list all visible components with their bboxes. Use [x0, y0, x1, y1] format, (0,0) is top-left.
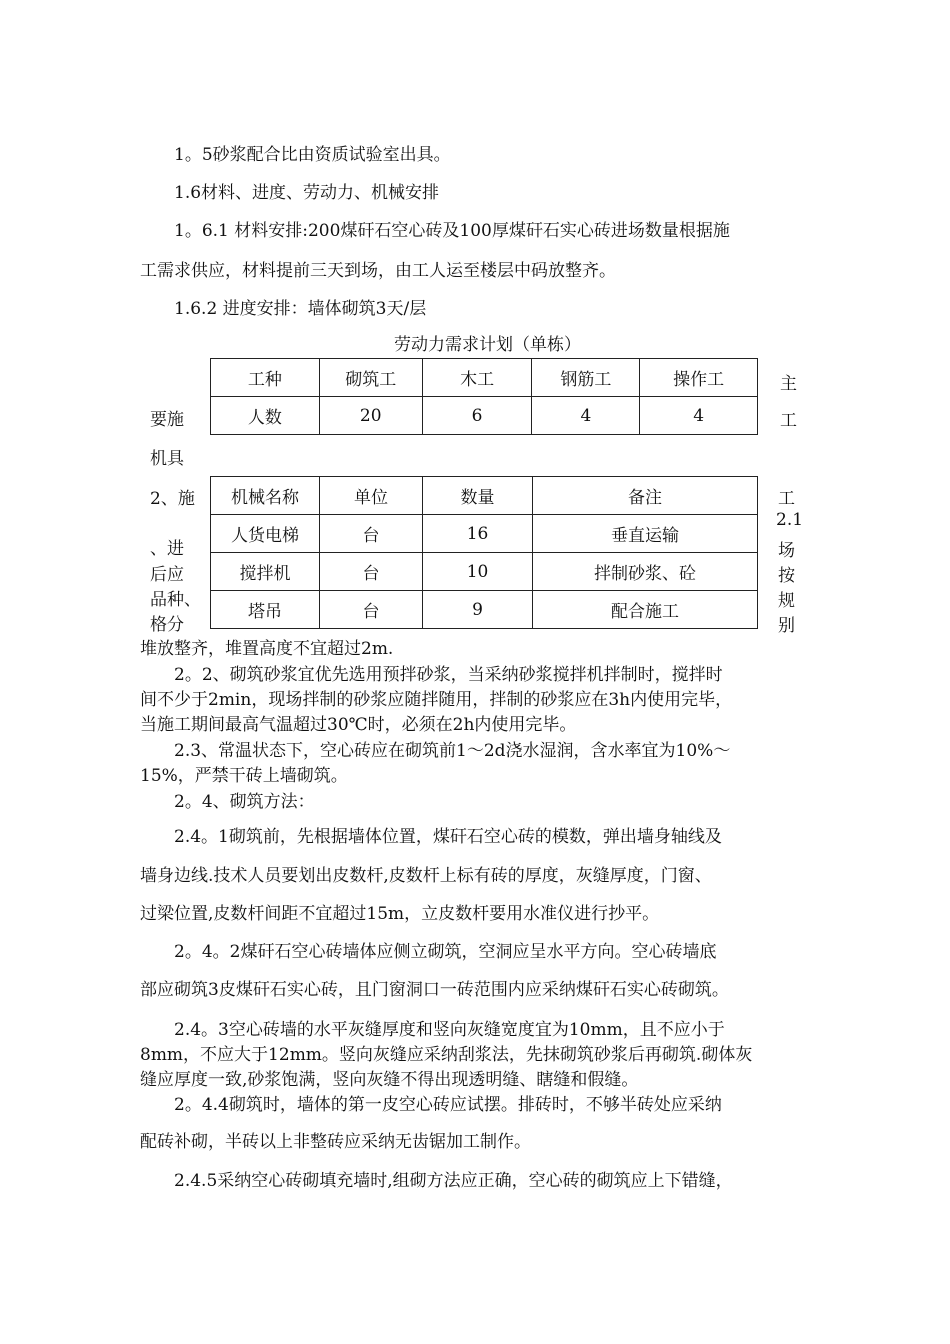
paragraph-2-1-tail: 堆放整齐，堆置高度不宜超过2m.: [140, 639, 394, 659]
margin-fragment-left: 要施: [150, 410, 184, 430]
margin-fragment-right: 工: [780, 411, 797, 431]
paragraph-2-2-line1: 2。2、砌筑砂浆宜优先选用预拌砂浆，当采纳砂浆搅拌机拌制时，搅拌时: [174, 665, 723, 685]
labor-cell: 人数: [211, 397, 320, 435]
labor-table-caption: 劳动力需求计划（单栋）: [394, 335, 581, 355]
machine-cell: 拌制砂浆、砼: [533, 553, 758, 591]
paragraph-2-3-line1: 2.3、常温状态下，空心砖应在砌筑前1～2d浇水湿润，含水率宜为10%～: [174, 741, 731, 761]
margin-fragment-right: 场: [778, 541, 795, 561]
machine-cell: 配合施工: [533, 591, 758, 629]
machine-cell: 垂直运输: [533, 515, 758, 553]
heading-1-6: 1.6材料、进度、劳动力、机械安排: [174, 183, 440, 203]
paragraph-1-6-2: 1.6.2 进度安排：墙体砌筑3天/层: [174, 299, 427, 319]
machine-cell: 台: [319, 553, 422, 591]
labor-header-cell: 砌筑工: [319, 359, 422, 397]
machine-cell: 16: [423, 515, 533, 553]
machine-header-cell: 机械名称: [211, 477, 320, 515]
labor-table-row: [211, 397, 758, 435]
margin-fragment-left: 、进: [150, 539, 184, 559]
margin-fragment-left: 机具: [150, 449, 184, 469]
margin-fragment-right: 2.1: [776, 510, 804, 530]
paragraph-2-4-3-line1: 2.4。3空心砖墙的水平灰缝厚度和竖向灰缝宽度宜为10mm，且不应小于: [174, 1020, 725, 1040]
machine-table-header-row: [211, 477, 758, 515]
labor-header-cell: 木工: [422, 359, 532, 397]
paragraph-1-6-1-line2: 工需求供应，材料提前三天到场，由工人运至楼层中码放整齐。: [140, 261, 616, 281]
machine-table-row: [211, 515, 758, 553]
machine-cell: 9: [423, 591, 533, 629]
labor-header-cell: 工种: [211, 359, 320, 397]
margin-fragment-right: 按: [778, 566, 795, 586]
paragraph-2-2-line2: 间不少于2min，现场拌制的砂浆应随拌随用，拌制的砂浆应在3h内使用完毕，: [140, 690, 733, 710]
margin-fragment-right: 工: [778, 489, 795, 509]
margin-fragment-left: 格分: [150, 615, 184, 635]
paragraph-2-4-1-line2: 墙身边线.技术人员要划出皮数杆,皮数杆上标有砖的厚度，灰缝厚度，门窗、: [140, 866, 712, 886]
labor-header-cell: 钢筋工: [532, 359, 640, 397]
paragraph-2-4-2-line2: 部应砌筑3皮煤矸石实心砖，且门窗洞口一砖范围内应采纳煤矸石实心砖砌筑。: [140, 980, 729, 1000]
paragraph-2-4-5-line1: 2.4.5采纳空心砖砌填充墙时,组砌方法应正确，空心砖的砌筑应上下错缝，: [174, 1171, 733, 1191]
machine-table-row: [211, 553, 758, 591]
paragraph-2-4-3-line2: 8mm，不应大于12mm。竖向灰缝应采纳刮浆法，先抹砌筑砂浆后再砌筑.砌体灰: [140, 1045, 753, 1065]
paragraph-2-4-4-line2: 配砖补砌，半砖以上非整砖应采纳无齿锯加工制作。: [140, 1132, 531, 1152]
machine-cell: 人货电梯: [211, 515, 320, 553]
paragraph-2-4-2-line1: 2。4。2煤矸石空心砖墙体应侧立砌筑，空洞应呈水平方向。空心砖墙底: [174, 942, 717, 962]
margin-fragment-left: 品种、: [150, 590, 201, 610]
labor-table: [210, 358, 758, 435]
machine-table-row: [211, 591, 758, 629]
machine-cell: 搅拌机: [211, 553, 320, 591]
machine-cell: 台: [319, 515, 422, 553]
labor-cell: 4: [640, 397, 758, 435]
margin-fragment-right: 主: [780, 374, 797, 394]
machine-header-cell: 单位: [319, 477, 422, 515]
paragraph-2-4-1-line1: 2.4。1砌筑前，先根据墙体位置，煤矸石空心砖的模数，弹出墙身轴线及: [174, 827, 722, 847]
machine-cell: 塔吊: [211, 591, 320, 629]
machine-cell: 台: [319, 591, 422, 629]
paragraph-2-2-line3: 当施工期间最高气温超过30℃时，必须在2h内使用完毕。: [140, 715, 577, 735]
machine-cell: 10: [423, 553, 533, 591]
machine-header-cell: 备注: [533, 477, 758, 515]
paragraph-1-5: 1。5砂浆配合比由资质试验室出具。: [174, 145, 451, 165]
margin-fragment-left: 后应: [150, 565, 184, 585]
labor-header-cell: 操作工: [640, 359, 758, 397]
paragraph-2-3-line2: 15%，严禁干砖上墙砌筑。: [140, 766, 348, 786]
labor-cell: 4: [532, 397, 640, 435]
labor-table-header-row: [211, 359, 758, 397]
paragraph-2-4-3-line3: 缝应厚度一致,砂浆饱满，竖向灰缝不得出现透明缝、瞎缝和假缝。: [140, 1070, 639, 1090]
labor-cell: 20: [319, 397, 422, 435]
paragraph-1-6-1-line1: 1。6.1 材料安排:200煤矸石空心砖及100厚煤矸石实心砖进场数量根据施: [174, 221, 730, 241]
paragraph-2-4-4-line1: 2。4.4砌筑时，墙体的第一皮空心砖应试摆。排砖时，不够半砖处应采纳: [174, 1095, 722, 1115]
labor-cell: 6: [422, 397, 532, 435]
margin-fragment-left: 2、施: [150, 489, 195, 509]
margin-fragment-right: 别: [778, 616, 795, 636]
heading-2-4: 2。4、砌筑方法：: [174, 792, 315, 812]
paragraph-2-4-1-line3: 过梁位置,皮数杆间距不宜超过15m，立皮数杆要用水准仪进行抄平。: [140, 904, 660, 924]
machine-table: [210, 476, 758, 629]
margin-fragment-right: 规: [778, 591, 795, 611]
machine-header-cell: 数量: [423, 477, 533, 515]
